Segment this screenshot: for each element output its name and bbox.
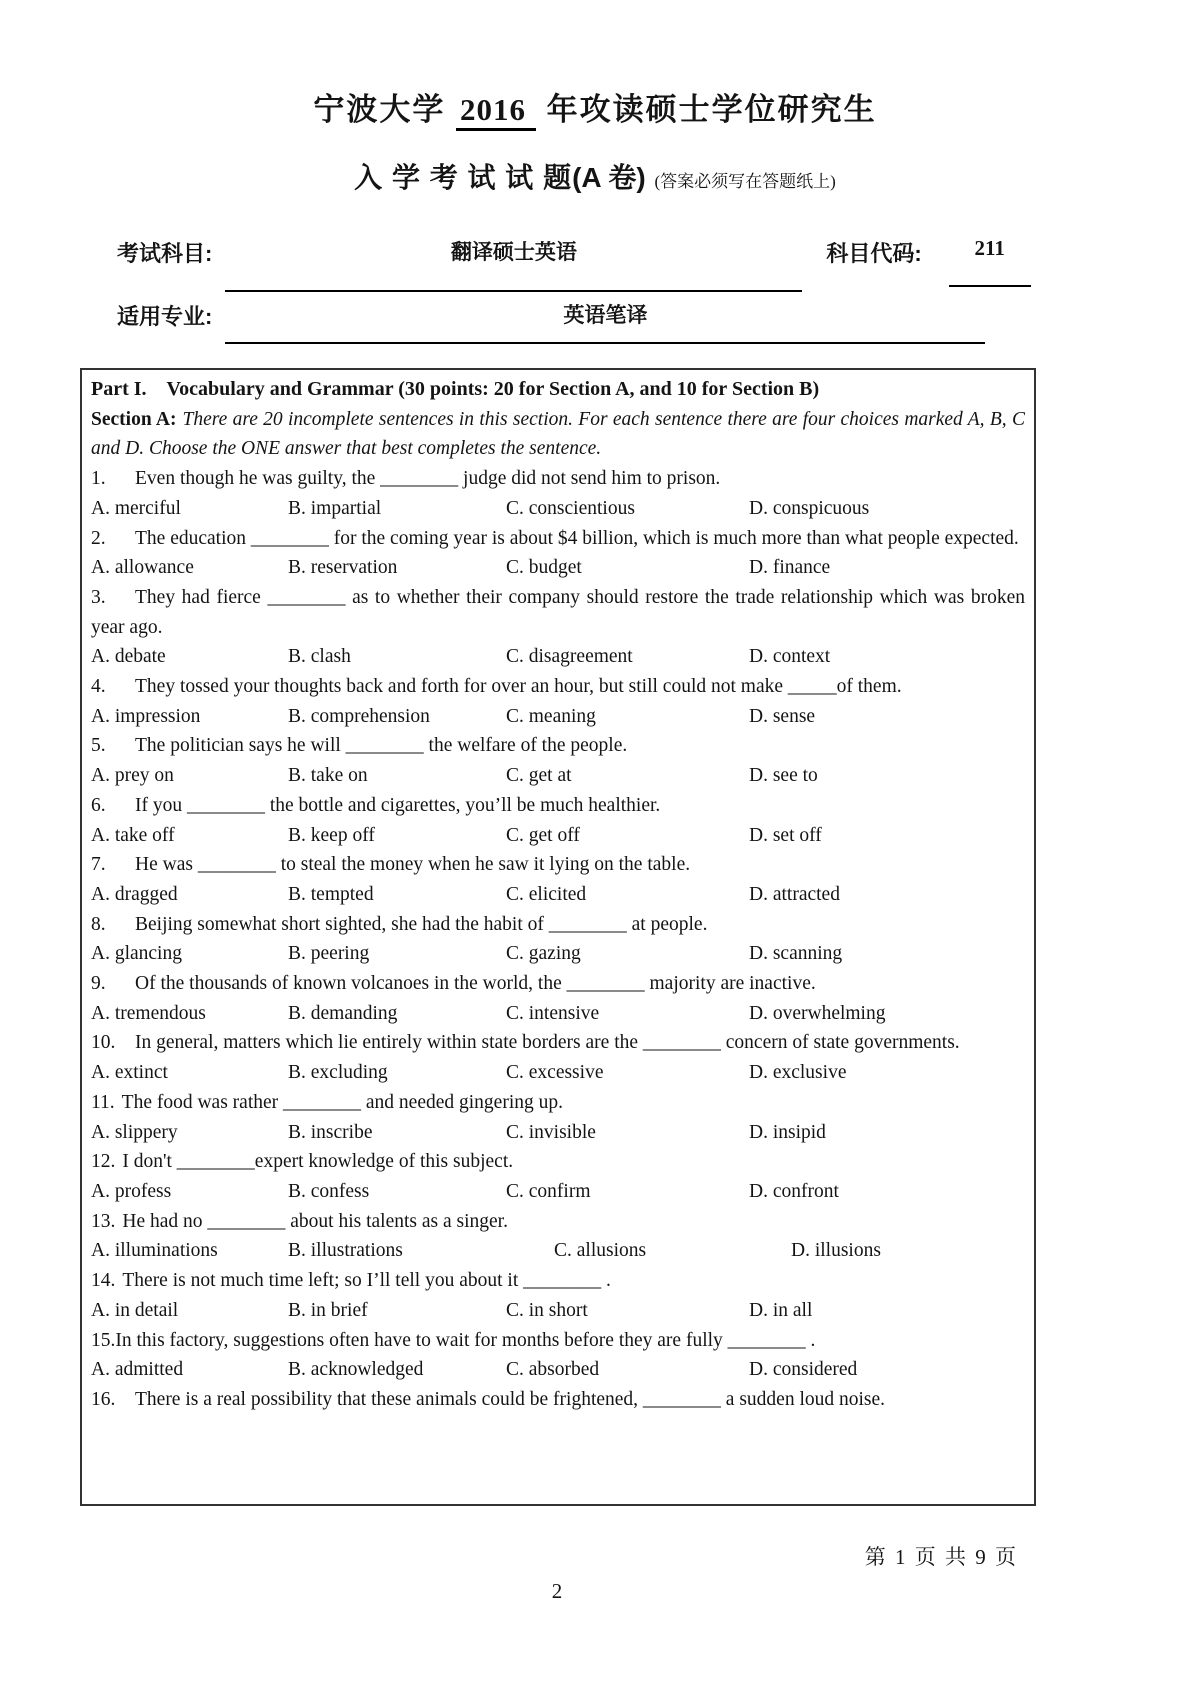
option-a: A. tremendous	[91, 1002, 206, 1024]
question-3	[91, 583, 1025, 642]
question-8	[91, 910, 1025, 940]
option-d: D. finance	[749, 557, 831, 579]
question-number: 2.	[91, 527, 106, 549]
option-a: A. illuminations	[91, 1240, 218, 1262]
major-label: 适用专业:	[117, 304, 213, 329]
question-number: 13.	[91, 1210, 116, 1232]
option-c: C. meaning	[506, 705, 596, 727]
option-b: B. impartial	[288, 497, 382, 519]
option-d: D. overwhelming	[749, 1002, 886, 1024]
question-14	[91, 1266, 1025, 1296]
question-number: 15.	[91, 1329, 116, 1351]
option-a: A. allowance	[91, 557, 194, 579]
option-b: B. take on	[288, 765, 368, 787]
question-text: The food was rather ________ and needed gingering up.	[121, 1091, 563, 1113]
question-text: In this factory, suggestions often have to wait for months before they are fully ________ .	[115, 1329, 816, 1351]
question-number: 8.	[91, 913, 106, 935]
option-d: D. conspicuous	[749, 497, 870, 519]
option-a: A. in detail	[91, 1299, 179, 1321]
part-title: Vocabulary and Grammar (30 points: 20 for Section A, and 10 for Section B)	[166, 378, 820, 400]
question-text: They had fierce ________ as to whether their company should restore the trade relationship which was broken year ago.	[91, 586, 1025, 638]
options-7	[91, 880, 1025, 910]
question-number: 12.	[91, 1151, 116, 1173]
page-info-footer: 第 1 页 共 9 页	[864, 1545, 1018, 1569]
options-5	[91, 761, 1025, 791]
question-12	[91, 1147, 1025, 1177]
option-d: D. exclusive	[749, 1062, 847, 1084]
question-2	[91, 524, 1025, 554]
major-value: 英语笔译	[225, 299, 985, 344]
title-suffix: 年攻读硕士学位研究生	[536, 92, 877, 127]
option-b: B. demanding	[288, 1002, 398, 1024]
question-number: 14.	[91, 1270, 116, 1292]
question-number: 1.	[91, 468, 106, 490]
option-b: B. in brief	[288, 1299, 368, 1321]
question-number: 11.	[91, 1091, 115, 1113]
option-a: A. take off	[91, 824, 175, 846]
option-a: A. profess	[91, 1180, 172, 1202]
question-number: 4.	[91, 676, 106, 698]
option-c: C. conscientious	[506, 497, 635, 519]
option-c: C. elicited	[506, 883, 587, 905]
option-a: A. dragged	[91, 883, 178, 905]
options-1	[91, 494, 1025, 524]
part-heading	[91, 375, 1025, 405]
option-d: D. attracted	[749, 883, 840, 905]
question-text: There is a real possibility that these animals could be frightened, ________ a sudden loud noise.	[135, 1388, 886, 1410]
option-b: B. reservation	[288, 557, 398, 579]
question-number: 6.	[91, 794, 106, 816]
question-number: 5.	[91, 735, 106, 757]
option-c: C. absorbed	[506, 1359, 600, 1381]
question-text: The politician says he will ________ the welfare of the people.	[135, 735, 628, 757]
question-text: If you ________ the bottle and cigarettes, you’ll be much healthier.	[135, 794, 661, 816]
options-8	[91, 939, 1025, 969]
option-b: B. comprehension	[288, 705, 430, 727]
page-number: 2	[551, 1579, 563, 1603]
option-b: B. illustrations	[288, 1240, 403, 1262]
section-label: Section A:	[91, 408, 177, 430]
option-d: D. sense	[749, 705, 816, 727]
options-9	[91, 999, 1025, 1029]
option-d: D. set off	[749, 824, 822, 846]
options-12	[91, 1177, 1025, 1207]
question-4	[91, 672, 1025, 702]
option-a: A. prey on	[91, 765, 174, 787]
meta-row-major	[117, 299, 1067, 344]
option-a: A. debate	[91, 646, 166, 668]
subject-code-label: 科目代码:	[826, 241, 922, 266]
question-list	[91, 464, 1025, 1415]
question-15	[91, 1326, 1025, 1356]
question-text: Of the thousands of known volcanoes in the world, the ________ majority are inactive.	[135, 973, 816, 995]
subtitle-answer-note: (答案必须写在答题纸上)	[654, 172, 836, 191]
subject-code-value: 211	[949, 236, 1031, 287]
subtitle-paper-type: (A 卷)	[572, 162, 646, 193]
section-instructions	[91, 405, 1025, 464]
question-number: 10.	[91, 1032, 116, 1054]
option-d: D. context	[749, 646, 831, 668]
question-1	[91, 464, 1025, 494]
option-a: A. glancing	[91, 943, 182, 965]
option-a: A. slippery	[91, 1121, 178, 1143]
option-c: C. allusions	[554, 1240, 647, 1262]
option-d: D. illusions	[791, 1240, 881, 1262]
option-b: B. tempted	[288, 883, 374, 905]
question-text: There is not much time left; so I’ll tell you about it ________ .	[122, 1270, 611, 1292]
option-c: C. in short	[506, 1299, 588, 1321]
question-13	[91, 1207, 1025, 1237]
option-b: B. confess	[288, 1180, 370, 1202]
option-a: A. extinct	[91, 1062, 168, 1084]
subtitle-main: 入 学 考 试 试 题	[354, 162, 573, 193]
option-d: D. confront	[749, 1180, 839, 1202]
options-13	[91, 1236, 1025, 1266]
option-c: C. disagreement	[506, 646, 633, 668]
option-c: C. get at	[506, 765, 572, 787]
question-text: I don't ________expert knowledge of this subject.	[122, 1151, 514, 1173]
title-year: 2016	[456, 92, 536, 131]
question-number: 7.	[91, 854, 106, 876]
option-d: D. in all	[749, 1299, 813, 1321]
option-c: C. budget	[506, 557, 582, 579]
option-c: C. intensive	[506, 1002, 600, 1024]
question-text: The education ________ for the coming year is about $4 billion, which is much more than what people expected.	[135, 527, 1019, 549]
question-text: In general, matters which lie entirely within state borders are the ________ concern of state governments.	[135, 1032, 960, 1054]
question-10	[91, 1028, 1025, 1058]
question-text: Beijing somewhat short sighted, she had the habit of ________ at people.	[135, 913, 708, 935]
options-11	[91, 1118, 1025, 1148]
option-b: B. clash	[288, 646, 351, 668]
page-title	[0, 0, 1190, 129]
option-c: C. confirm	[506, 1180, 591, 1202]
options-10	[91, 1058, 1025, 1088]
option-a: A. impression	[91, 705, 201, 727]
option-b: B. acknowledged	[288, 1359, 424, 1381]
option-d: D. insipid	[749, 1121, 826, 1143]
page-subtitle	[0, 156, 1190, 196]
option-c: C. excessive	[506, 1062, 604, 1084]
question-text: Even though he was guilty, the ________ judge did not send him to prison.	[135, 468, 721, 490]
option-d: D. see to	[749, 765, 818, 787]
option-b: B. inscribe	[288, 1121, 373, 1143]
exam-meta	[117, 236, 1067, 344]
question-box	[80, 368, 1036, 1506]
option-b: B. excluding	[288, 1062, 388, 1084]
question-number: 3.	[91, 586, 106, 608]
options-14	[91, 1296, 1025, 1326]
option-a: A. admitted	[91, 1359, 184, 1381]
options-6	[91, 821, 1025, 851]
question-16	[91, 1385, 1025, 1415]
option-a: A. merciful	[91, 497, 181, 519]
question-9	[91, 969, 1025, 999]
question-11	[91, 1088, 1025, 1118]
subject-label: 考试科目:	[117, 241, 213, 266]
options-4	[91, 702, 1025, 732]
question-number: 9.	[91, 973, 106, 995]
option-c: C. get off	[506, 824, 580, 846]
option-d: D. scanning	[749, 943, 843, 965]
part-label: Part I.	[91, 378, 147, 400]
question-5	[91, 731, 1025, 761]
question-text: He had no ________ about his talents as a singer.	[122, 1210, 508, 1232]
question-6	[91, 791, 1025, 821]
options-2	[91, 553, 1025, 583]
option-d: D. considered	[749, 1359, 858, 1381]
option-c: C. gazing	[506, 943, 581, 965]
title-prefix: 宁波大学	[313, 92, 456, 127]
options-15	[91, 1355, 1025, 1385]
option-b: B. keep off	[288, 824, 375, 846]
section-description: There are 20 incomplete sentences in this section. For each sentence there are four choices marked A, B, C and D. Choose the ONE answer that best completes the sentence.	[91, 408, 1025, 460]
options-3	[91, 642, 1025, 672]
question-text: He was ________ to steal the money when he saw it lying on the table.	[135, 854, 691, 876]
question-text: They tossed your thoughts back and forth for over an hour, but still could not make _____of them.	[135, 676, 902, 698]
question-7	[91, 850, 1025, 880]
question-number: 16.	[91, 1388, 116, 1410]
option-b: B. peering	[288, 943, 370, 965]
option-c: C. invisible	[506, 1121, 596, 1143]
meta-row-subject	[117, 236, 1067, 292]
subject-value: 翻译硕士英语	[225, 236, 802, 292]
